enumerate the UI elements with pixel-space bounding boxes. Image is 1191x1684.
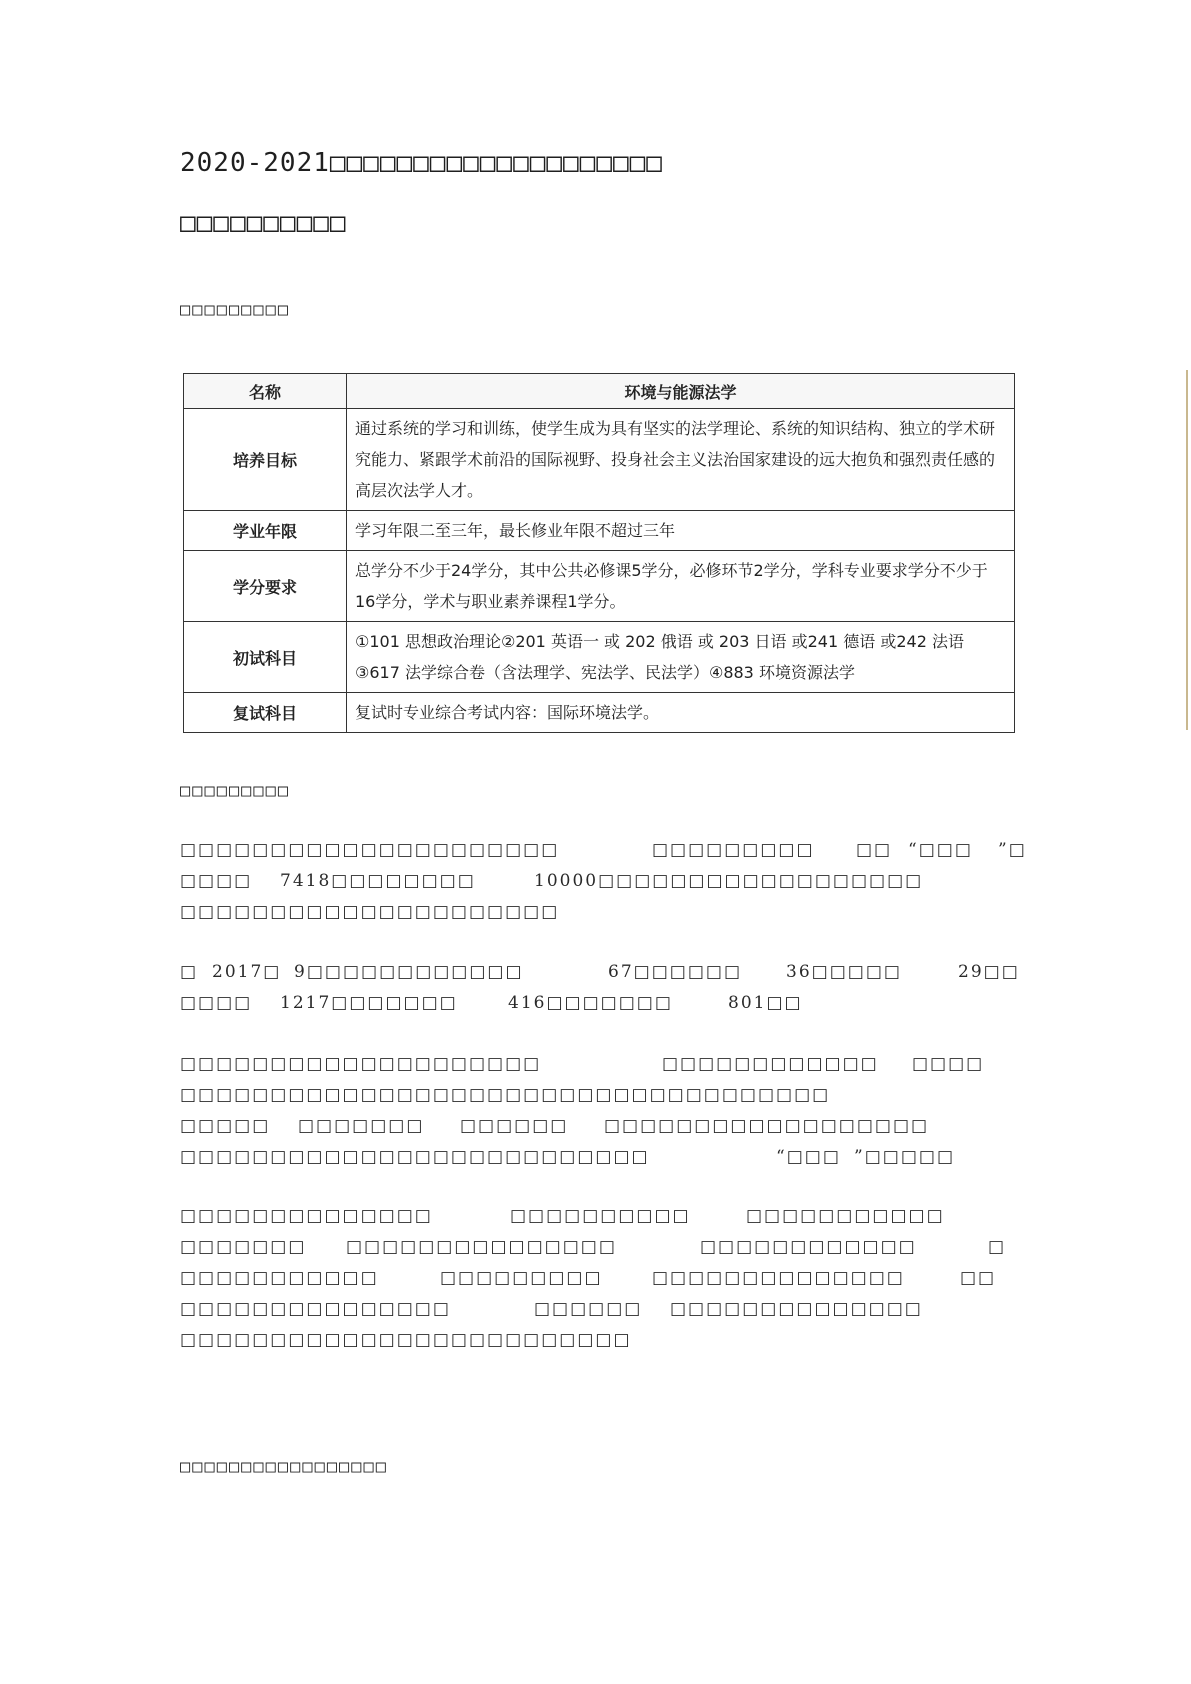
text-segment: □□□□□□□□□□□□□□□□□□□□□ — [180, 840, 560, 860]
text-segment: 2017□ — [212, 962, 282, 982]
text-segment: □□□□□□□□□□ — [510, 1206, 691, 1226]
text-segment: □□□□ — [180, 871, 253, 891]
paragraph-1 — [180, 840, 1040, 933]
text-segment: 1217□□□□□□□ — [280, 993, 458, 1013]
text-line — [180, 902, 1040, 933]
text-segment: □□□□□□□□□□□□ — [700, 1237, 917, 1257]
text-segment: □□□□□□□□□□□□□□□ — [180, 1299, 451, 1319]
text-line — [180, 993, 1040, 1024]
page-edge-rule — [1186, 370, 1188, 730]
table-row-value: 总学分不少于24学分，其中公共必修课5学分，必修环节2学分，学科专业要求学分不少于16学分，学术与职业素养课程1学分。 — [347, 551, 1015, 622]
table-row-label: 培养目标 — [184, 409, 347, 511]
table-header-row — [184, 374, 1015, 409]
text-line — [180, 962, 1040, 993]
text-segment: □□□□□□□ — [180, 1237, 307, 1257]
text-segment: ”□□□□□ — [854, 1147, 956, 1167]
paragraph-3 — [180, 1054, 1040, 1178]
text-segment: 10000□□□□□□□□□□□□□□□□□□ — [534, 871, 924, 891]
table-header-name: 名称 — [184, 374, 347, 409]
section-heading-1: □□□□□□□□□ — [180, 300, 291, 320]
text-segment: □□□□□□□□□□□□□□ — [670, 1299, 923, 1319]
text-segment: □□□□ — [180, 993, 253, 1013]
text-segment: □□□□□ — [180, 1116, 271, 1136]
text-segment: □□□□□□□□□□□□□□ — [180, 1206, 433, 1226]
text-segment: ”□ — [998, 840, 1027, 860]
text-segment: □□□□□□□□□□□□□□□□□□□□□ — [180, 902, 560, 922]
text-segment: □□□□□□□ — [298, 1116, 425, 1136]
text-line — [180, 840, 1040, 871]
table-row-value: 学习年限二至三年，最长修业年限不超过三年 — [347, 511, 1015, 551]
text-segment: □□□□□□□□□□□□□□□□□□□□□□□□□□□□□□□□□□□□ — [180, 1085, 831, 1105]
text-segment: □□□□□□□□□ — [440, 1268, 603, 1288]
text-line — [180, 1085, 1040, 1116]
text-segment: □□□□□□□□□□□□ — [662, 1054, 879, 1074]
text-segment: □□□□□□ — [534, 1299, 643, 1319]
text-line — [180, 1330, 1040, 1361]
program-info-table — [183, 373, 1015, 733]
table-row — [184, 693, 1015, 733]
table-row-value: 复试时专业综合考试内容：国际环境法学。 — [347, 693, 1015, 733]
paragraph-4 — [180, 1206, 1040, 1361]
text-segment: □ — [180, 962, 199, 982]
text-segment: 67□□□□□□ — [608, 962, 743, 982]
text-segment: 9□□□□□□□□□□□□ — [294, 962, 524, 982]
text-segment: □□□□□□□□□□□ — [180, 1268, 379, 1288]
text-line — [180, 1299, 1040, 1330]
text-segment: □□□□□□□□□□□□□□□□□□□□□□□□□□ — [180, 1147, 650, 1167]
table-row-label: 学业年限 — [184, 511, 347, 551]
text-segment: 416□□□□□□□ — [508, 993, 673, 1013]
section-heading-3: □□□□□□□□□□□□□□□□□ — [180, 1457, 388, 1477]
section-heading-2: □□□□□□□□□ — [180, 781, 291, 801]
table-row — [184, 551, 1015, 622]
text-segment: 29□□ — [958, 962, 1020, 982]
text-segment: □□ — [960, 1268, 997, 1288]
table-row-value: 通过系统的学习和训练，使学生成为具有坚实的法学理论、系统的知识结构、独立的学术研究能力、紧跟学术前沿的国际视野、投身社会主义法治国家建设的远大抱负和强烈责任感的高层次法学人才。 — [347, 409, 1015, 511]
text-segment: “□□□ — [776, 1147, 841, 1167]
text-segment: □□□□□□ — [460, 1116, 569, 1136]
table-row — [184, 511, 1015, 551]
text-segment: □ — [988, 1237, 1007, 1257]
table-row-label: 初试科目 — [184, 622, 347, 693]
paragraph-2 — [180, 962, 1040, 1024]
table-row-value: ①101 思想政治理论②201 英语一 或 202 俄语 或 203 日语 或241 德语 或242 法语③617 法学综合卷（含法理学、宪法学、民法学）④883 环境资源法学 — [347, 622, 1015, 693]
text-segment: □□□□□□□□□ — [652, 840, 815, 860]
document-title-line-2: □□□□□□□□□□ — [180, 208, 347, 238]
text-line — [180, 1054, 1040, 1085]
text-line — [180, 1268, 1040, 1299]
text-segment: □□□□ — [912, 1054, 985, 1074]
text-segment: □□□□□□□□□□□ — [746, 1206, 945, 1226]
text-segment: □□□□□□□□□□□□□□□□□□ — [604, 1116, 930, 1136]
table-row — [184, 622, 1015, 693]
text-line — [180, 1237, 1040, 1268]
text-segment: □□□□□□□□□□□□□□□□□□□□ — [180, 1054, 542, 1074]
text-segment: □□ — [856, 840, 893, 860]
document-title-line-1: 2020-2021□□□□□□□□□□□□□□□□□□□□ — [180, 148, 663, 178]
text-segment: □□□□□□□□□□□□□□□□□□□□□□□□□ — [180, 1330, 632, 1350]
text-segment: □□□□□□□□□□□□□□□ — [346, 1237, 617, 1257]
text-segment: “□□□ — [908, 840, 973, 860]
text-segment: 801□□ — [728, 993, 803, 1013]
text-segment: □□□□□□□□□□□□□□ — [652, 1268, 905, 1288]
text-segment: 7418□□□□□□□□ — [280, 871, 476, 891]
text-line — [180, 1147, 1040, 1178]
table-row — [184, 409, 1015, 511]
table-row-label: 复试科目 — [184, 693, 347, 733]
text-line — [180, 1206, 1040, 1237]
table-row-label: 学分要求 — [184, 551, 347, 622]
text-segment: 36□□□□□ — [786, 962, 902, 982]
text-line — [180, 871, 1040, 902]
table-header-value: 环境与能源法学 — [347, 374, 1015, 409]
text-line — [180, 1116, 1040, 1147]
